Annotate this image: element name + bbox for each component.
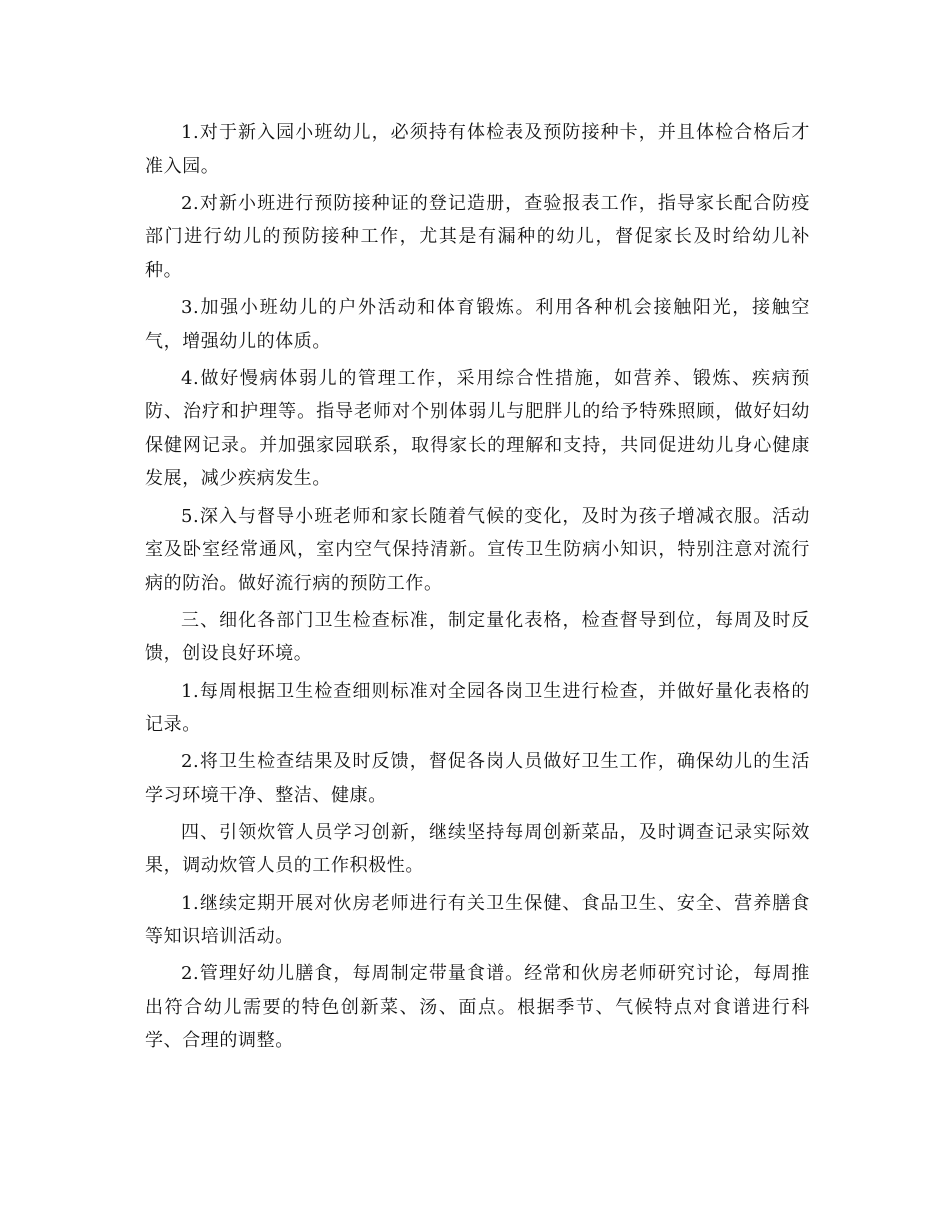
paragraph: 5.深入与督导小班老师和家长随着气候的变化，及时为孩子增减衣服。活动室及卧室经常通风，室内空气保持清新。宣传卫生防病小知识，特别注意对流行病的防治。做好流行病的预防工作。	[145, 505, 810, 594]
paragraph: 1.对于新入园小班幼儿，必须持有体检表及预防接种卡，并且体检合格后才准入园。	[145, 122, 810, 177]
paragraph: 2.管理好幼儿膳食，每周制定带量食谱。经常和伙房老师研究讨论，每周推出符合幼儿需要的特色创新菜、汤、面点。根据季节、气候特点对食谱进行科学、合理的调整。	[145, 963, 810, 1052]
paragraph: 1.继续定期开展对伙房老师进行有关卫生保健、食品卫生、安全、营养膳食等知识培训活动。	[145, 892, 810, 948]
paragraph: 2.对新小班进行预防接种证的登记造册，查验报表工作，指导家长配合防疫部门进行幼儿的预防接种工作，尤其是有漏种的幼儿，督促家长及时给幼儿补种。	[145, 192, 810, 281]
paragraph: 1.每周根据卫生检查细则标准对全园各岗卫生进行检查，并做好量化表格的记录。	[145, 680, 810, 736]
section-heading: 三、细化各部门卫生检查标准，制定量化表格，检查督导到位，每周及时反馈，创设良好环境。	[145, 609, 810, 665]
paragraph: 3.加强小班幼儿的户外活动和体育锻炼。利用各种机会接触阳光，接触空气，增强幼儿的体质。	[145, 296, 810, 352]
section-heading: 四、引领炊管人员学习创新，继续坚持每周创新菜品，及时调查记录实际效果，调动炊管人员的工作积极性。	[145, 821, 810, 877]
paragraph: 4.做好慢病体弱儿的管理工作，采用综合性措施，如营养、锻炼、疾病预防、治疗和护理等。指导老师对个别体弱儿与肥胖儿的给予特殊照顾，做好妇幼保健网记录。并加强家园联系，取得家长的理解和支持，共同促进幼儿身心健康发展，减少疾病发生。	[145, 367, 810, 490]
document-body	[145, 116, 810, 1062]
paragraph: 2.将卫生检查结果及时反馈，督促各岗人员做好卫生工作，确保幼儿的生活学习环境干净、整洁、健康。	[145, 751, 810, 806]
